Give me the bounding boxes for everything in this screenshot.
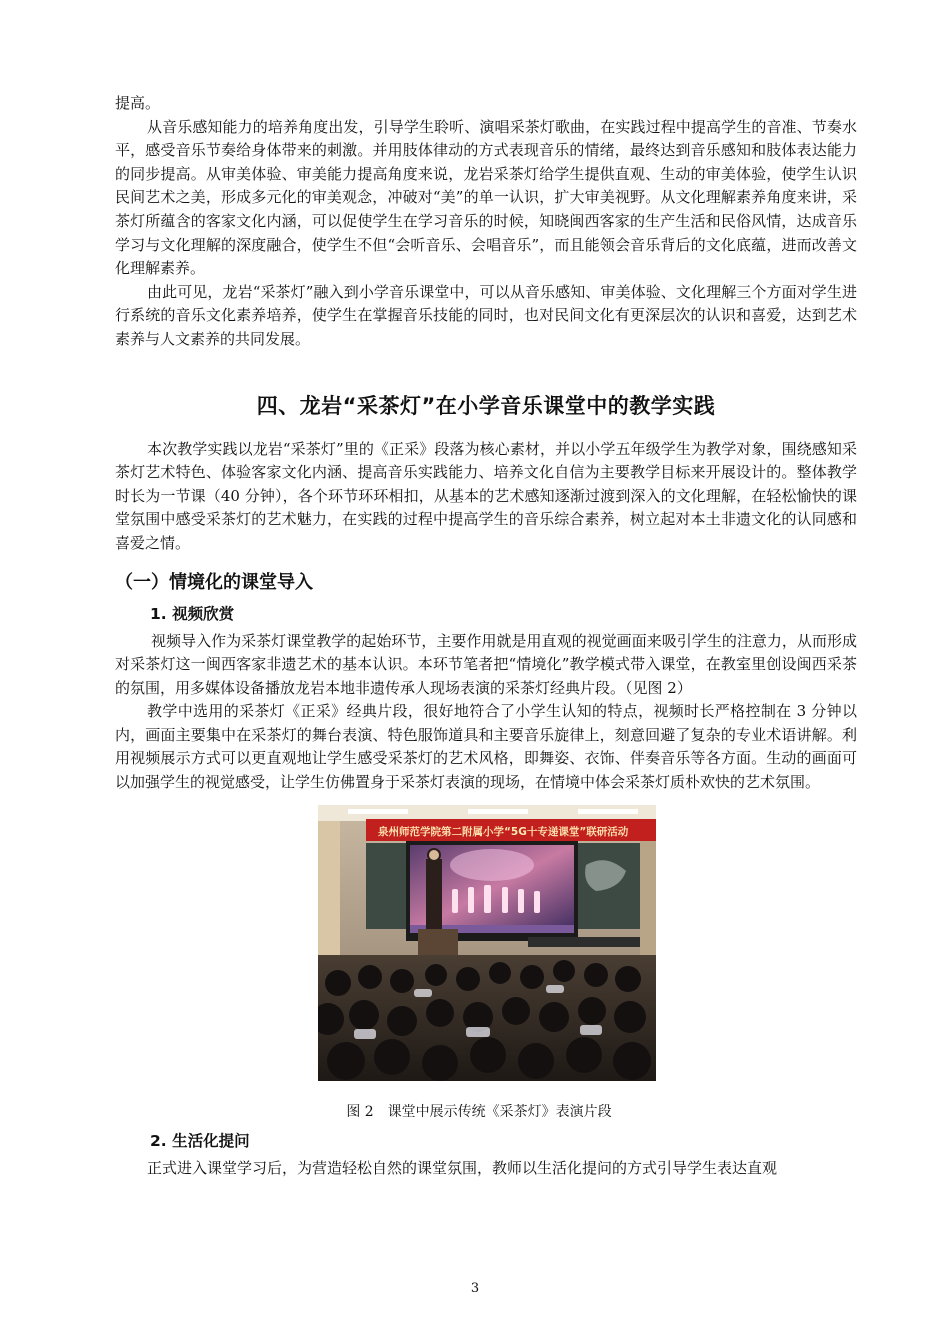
paragraph-video-intro: 视频导入作为采茶灯课堂教学的起始环节，主要作用就是用直观的视觉画面来吸引学生的注意力，从而形成对采茶灯这一闽西客家非遗艺术的基本认识。本环节笔者把“情境化”教学模式带入课堂，在教室里创设闽西采茶的氛围，用多媒体设备播放龙岩本地非遗传承人现场表演的采茶灯经典片段。（见图 2） (115, 631, 857, 697)
subsection-title: （一）情境化的课堂导入 (115, 571, 313, 593)
classroom-photo (318, 805, 656, 1081)
page-content (115, 92, 857, 1180)
section-title: 四、龙岩“采茶灯”在小学音乐课堂中的教学实践 (256, 393, 716, 418)
classroom-photo-illustration (318, 805, 656, 1081)
subsection-1-title: 1. 视频欣赏 (150, 604, 235, 623)
paragraph-music-perception: 从音乐感知能力的培养角度出发，引导学生聆听、演唱采茶灯歌曲，在实践过程中提高学生的音准、节奏水平，感受音乐节奏给身体带来的刺激。并用肢体律动的方式表现音乐的情绪，最终达到音乐感知和肢体表达能力的同步提高。从审美体验、审美能力提高角度来说，龙岩采茶灯给学生提供直观、生动的审美体验，使学生认识民间艺术之美，形成多元化的审美观念，冲破对“美”的单一认识，扩大审美视野。从文化理解素养角度来讲，采茶灯所蕴含的客家文化内涵，可以促使学生在学习音乐的时候，知晓闽西客家的生产生活和民俗风情，达成音乐学习与文化理解的深度融合，使学生不但“会听音乐、会唱音乐”，而且能领会音乐背后的文化底蕴，进而改善文化理解素养。 (115, 117, 857, 278)
figure-caption (115, 1101, 857, 1121)
page-number: 3 (470, 1281, 480, 1296)
paragraph-continuation: 提高。 (115, 94, 161, 112)
paragraph-section-intro: 本次教学实践以龙岩“采茶灯”里的《正采》段落为核心素材，并以小学五年级学生为教学对象，围绕感知采茶灯艺术特色、体验客家文化内涵、提高音乐实践能力、培养文化自信为主要教学目标来开展设计的。整体教学时长为一节课（40 分钟），各个环节环环相扣，从基本的艺术感知逐渐过渡到深入的文化理解，在轻松愉快的课堂氛围中感受采茶灯的艺术魅力，在实践的过程中提高学生的音乐综合素养，树立起对本土非遗文化的认同感和喜爱之情。 (115, 439, 857, 552)
paragraph-video-selection: 教学中选用的采茶灯《正采》经典片段，很好地符合了小学生认知的特点，视频时长严格控制在 3 分钟以内，画面主要集中在采茶灯的舞台表演、特色服饰道具和主要音乐旋律上，刻意回避了复杂的专业术语讲解。利用视频展示方式可以更直观地让学生感受采茶灯的艺术风格，即舞姿、衣饰、伴奏音乐等各方面。生动的画面可以加强学生的视觉感受，让学生仿佛置身于采茶灯表演的现场，在情境中体会采茶灯质朴欢快的艺术氛围。 (115, 702, 857, 792)
banner-text: 泉州师范学院第二附属小学“5G十专递课堂”联研活动 (378, 825, 629, 838)
figure-caption-label: 图 2 (346, 1103, 374, 1120)
paragraph-conclusion: 由此可见，龙岩“采茶灯”融入到小学音乐课堂中，可以从音乐感知、审美体验、文化理解三个方面对学生进行系统的音乐文化素养培养，使学生在掌握音乐技能的同时，也对民间文化有更深层次的认识和喜爱，达到艺术素养与人文素养的共同发展。 (115, 282, 857, 348)
paragraph-life-question: 正式进入课堂学习后，为营造轻松自然的课堂氛围，教师以生活化提问的方式引导学生表达直观 (147, 1158, 778, 1177)
figure-caption-text: 课堂中展示传统《采茶灯》表演片段 (387, 1103, 612, 1120)
subsection-2-title: 2. 生活化提问 (150, 1131, 250, 1150)
